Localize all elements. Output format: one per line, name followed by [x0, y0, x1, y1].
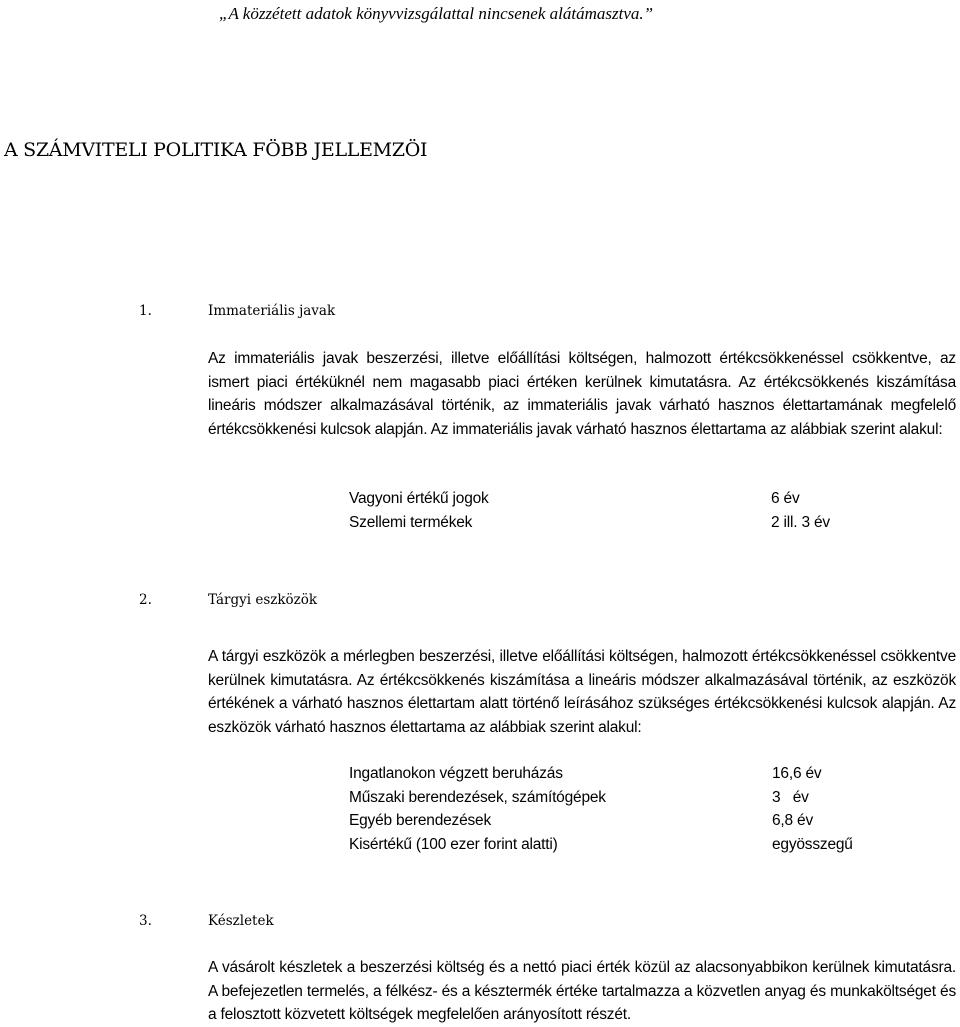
section-heading-tangible-assets	[139, 591, 318, 609]
table-row	[349, 809, 853, 833]
table-row	[349, 511, 830, 535]
page-title: A SZÁMVITELI POLITIKA FÖBB JELLEMZÖI	[4, 139, 428, 161]
useful-life-value: 3 év	[772, 788, 809, 806]
useful-life-value: 2 ill. 3 év	[771, 513, 830, 531]
asset-category: Kisértékű (100 ezer forint alatti)	[349, 835, 558, 853]
useful-life-value: 16,6 év	[772, 765, 822, 782]
useful-life-value: 6 év	[771, 490, 800, 507]
section-title: Készletek	[208, 913, 274, 929]
asset-category: Műszaki berendezések, számítógépek	[349, 788, 606, 806]
asset-category: Szellemi termékek	[349, 513, 473, 531]
useful-life-table-tangible	[349, 762, 853, 856]
useful-life-table-intangible	[349, 487, 830, 534]
section-number: 3.	[139, 913, 152, 929]
asset-category: Egyéb berendezések	[349, 812, 492, 829]
section-title: Immateriális javak	[208, 303, 336, 319]
table-row	[349, 487, 830, 511]
table-row	[349, 833, 853, 857]
audit-disclaimer: „A közzétett adatok könyvvizsgálattal nincsenek alátámasztva.”	[219, 4, 654, 23]
useful-life-value: egyösszegű	[772, 835, 853, 853]
asset-category: Vagyoni értékű jogok	[349, 490, 489, 507]
section-heading-inventories	[139, 912, 274, 930]
section-heading-intangible-assets	[139, 302, 336, 320]
useful-life-value: 6,8 év	[772, 812, 814, 829]
section-paragraph-inventories: A vásárolt készletek a beszerzési költség és a nettó piaci érték közül az alacsonyabbikon kerülnek kimutatásra. A befejezetlen termelés, a félkész- és a késztermék értéke tartalmazza a közvetlen anyag és munkaköltséget és a felosztott közvetett költségek megfelelően arányosított részét.	[208, 959, 956, 1023]
section-paragraph-intangible-assets: Az immateriális javak beszerzési, illetve előállítási költségen, halmozott értékcsökkenéssel csökkentve, az ismert piaci értéküknél nem magasabb piaci értéken kerülnek kimutatásra. Az értékcsökkenés kiszámítása lineáris módszer alkalmazásával történik, az immateriális javak várható hasznos élettartamának megfelelő értékcsökkenési kulcsok alapján. Az immateriális javak várható hasznos élettartama az alábbiak szerint alakul:	[208, 350, 956, 438]
section-number: 1.	[139, 303, 152, 319]
section-paragraph-tangible-assets: A tárgyi eszközök a mérlegben beszerzési, illetve előállítási költségen, halmozott értékcsökkenéssel csökkentve kerülnek kimutatásra. Az értékcsökkenés kiszámítása a lineáris módszer alkalmazásával történik, az eszközök értékének a várható hasznos élettartam alatt történő leírásához szükséges értékcsökkenési kulcsok alapján. Az eszközök várható hasznos élettartama az alábbiak szerint alakul:	[208, 648, 956, 736]
table-row	[349, 786, 853, 810]
section-title: Tárgyi eszközök	[208, 592, 318, 608]
table-row	[349, 762, 853, 786]
section-number: 2.	[139, 592, 152, 608]
asset-category: Ingatlanokon végzett beruházás	[349, 765, 563, 782]
